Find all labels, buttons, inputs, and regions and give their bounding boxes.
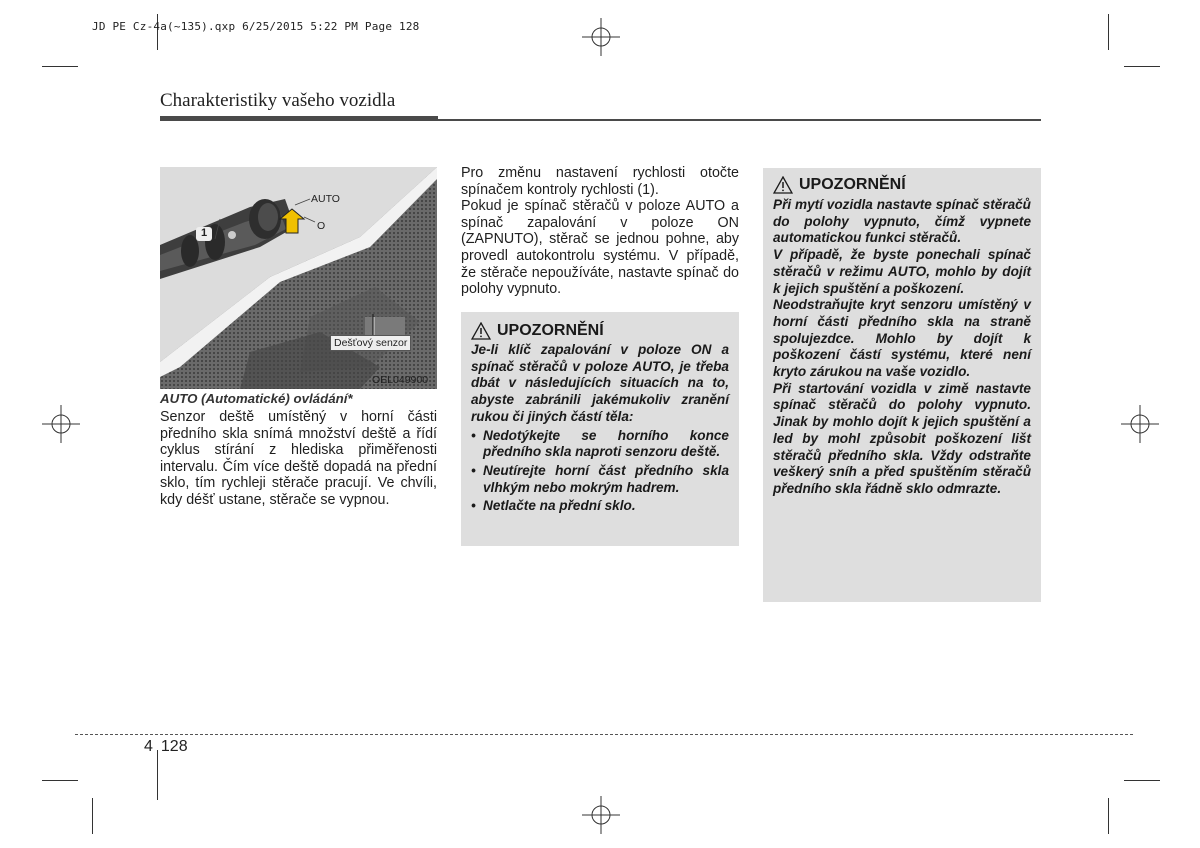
warning-paragraph: Neodstraňujte kryt senzoru umístěný v horní části předního skla na straně spolujezdce. Mohlo by dojít k poškození částí systému, které není kryto zárukou na vaše vozidlo. (773, 297, 1031, 380)
warning-triangle-icon (773, 176, 793, 194)
registration-mark-icon (582, 796, 620, 834)
section-number: 4 (144, 738, 153, 755)
column1-text (160, 409, 437, 509)
wiper-switch-illustration (160, 167, 437, 389)
warning-list (471, 428, 729, 516)
warning-heading (471, 322, 729, 340)
footer-dashed-rule (75, 734, 1133, 735)
print-slug: JD PE Cz-4a(~135).qxp 6/25/2015 5:22 PM Page 128 (92, 20, 420, 33)
warning-list-item: • Netlačte na přední sklo. (471, 498, 729, 515)
warning-box-2 (763, 168, 1041, 602)
column2-paragraph-2: Pokud je spínač stěračů v poloze AUTO a spínač zapalování v poloze ON (ZAPNUTO), stěrač se jednou pohne, aby provedl autokontrolu systému. V případě, že stěrače nepoužíváte, nastavte spínač do polohy vypnuto. (461, 198, 739, 298)
wiper-lever-drawing (160, 167, 437, 389)
warning-list-item: • Nedotýkejte se horního konce předního skla naproti senzoru deště. (471, 428, 729, 461)
page-title: Charakteristiky vašeho vozidla (160, 90, 396, 111)
warning-paragraph: Při startování vozidla v zimě nastavte spínač stěračů do polohy vypnuto. Jinak by mohlo dojít k jejich spuštění a led by mohl způsobit poškození lišt stěračů předního skla. Vždy odstraňte veškerý sníh a před spuštěním stěračů předního skla řádně sklo odmrazte. (773, 380, 1031, 496)
page-number-value: 128 (160, 738, 188, 755)
column1-paragraph: Senzor deště umístěný v horní části předního skla snímá množství deště a řídí cyklus stírání z hlediska přiměřenosti intervalu. Čím více deště dopadá na přední sklo, tím rychleji stěrače pracují. Ve chvíli, kdy déšť ustane, stěrače se vypnou. (160, 409, 437, 508)
warning-title: UPOZORNĚNÍ (497, 322, 604, 339)
page-number (144, 738, 188, 756)
warning-body (773, 197, 1031, 498)
header-rule-thin (438, 119, 1041, 121)
warning-paragraph: Při mytí vozidla nastavte spínač stěračů do polohy vypnuto, čímž vypnete automatickou funkci stěračů. (773, 197, 1031, 246)
warning-body (471, 342, 729, 515)
warning-intro: Je-li klíč zapalování v poloze ON a spínač stěračů v poloze AUTO, je třeba dbát v následujících situacích na to, abyste zabránili jakémukoliv zranění rukou či jiných částí těla: (471, 342, 729, 424)
warning-title: UPOZORNĚNÍ (799, 176, 906, 193)
figure-label-auto: AUTO (311, 193, 340, 205)
section-caption: AUTO (Automatické) ovládání* (160, 391, 353, 406)
registration-mark-icon (42, 405, 80, 443)
header-rule-thick (160, 116, 438, 121)
registration-mark-icon (1121, 405, 1159, 443)
warning-heading (773, 176, 1031, 194)
figure-label-speed-switch: 1 (201, 227, 208, 239)
column2-text (461, 165, 739, 298)
registration-mark-icon (582, 18, 620, 56)
figure-code: OEL049900 (372, 374, 429, 386)
warning-list-item: • Neutírejte horní část předního skla vlhkým nebo mokrým hadrem. (471, 463, 729, 496)
figure-label-rain-sensor: Dešťový senzor (330, 335, 411, 351)
warning-box-1 (461, 312, 739, 546)
column2-paragraph-1: Pro změnu nastavení rychlosti otočte spínačem kontroly rychlosti (1). (461, 165, 739, 198)
warning-triangle-icon (471, 322, 491, 340)
figure-label-off: O (317, 220, 326, 232)
warning-paragraph: V případě, že byste ponechali spínač stěračů v režimu AUTO, mohlo by dojít k jejich spuštění a poškození. (773, 247, 1031, 296)
